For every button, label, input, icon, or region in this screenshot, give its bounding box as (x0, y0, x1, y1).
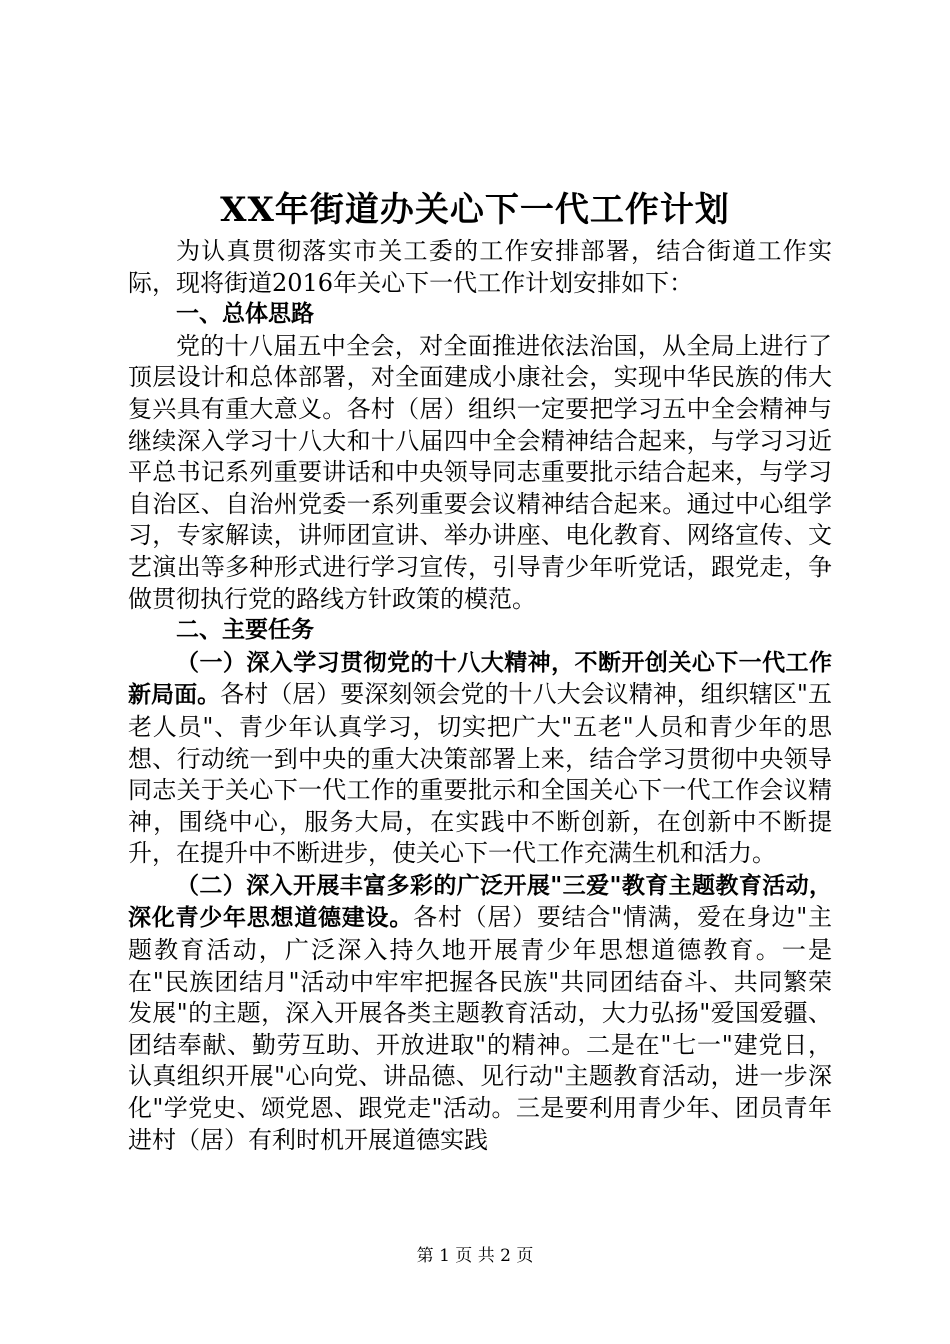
section-heading-overall: 一、总体思路 (176, 301, 314, 328)
section-heading-tasks: 二、主要任务 (176, 617, 314, 644)
document-body (128, 236, 832, 1156)
task-paragraph-2 (128, 870, 832, 1156)
task-paragraph-1 (128, 647, 832, 870)
task-body-1: 各村（居）要深刻领会党的十八大会议精神，组织辖区"五老人员"、青少年认真学习，切实把广大"五老"人员和青少年的思想、行动统一到中央的重大决策部署上来，结合学习贯彻中央领导同志关于关心下一代工作的重要批示和全国关心下一代工作会议精神，围绕中心，服务大局，在实践中不断创新，在创新中不断提升，在提升中不断进步，使关心下一代工作充满生机和活力。 (128, 680, 832, 868)
task-body-2: 各村（居）要结合"情满，爱在身边"主题教育活动，广泛深入持久地开展青少年思想道德教育。一是在"民族团结月"活动中牢牢把握各民族"共同团结奋斗、共同繁荣发展"的主题，深入开展各类主题教育活动，大力弘扬"爱国爱疆、团结奉献、勤劳互助、开放进取"的精神。二是在"七一"建党日，认真组织开展"心向党、讲品德、见行动"主题教育活动，进一步深化"学党史、颂党恩、跟党走"活动。三是要利用青少年、团员青年进村（居）有利时机开展道德实践 (128, 903, 833, 1154)
document-title: XX年街道办关心下一代工作计划 (220, 190, 730, 230)
intro-paragraph: 为认真贯彻落实市关工委的工作安排部署，结合街道工作实际，现将街道2016年关心下一代工作计划安排如下： (128, 237, 832, 297)
page-footer: 第 1 页 共 2 页 (416, 1246, 534, 1266)
task-lead-1: （一）深入学习贯彻党的十八大精神，不断开创关心下一代工作新局面。 (128, 649, 832, 709)
task-lead-2: （二）深入开展丰富多彩的广泛开展"三爱"教育主题教育活动，深化青少年思想道德建设。 (128, 872, 832, 932)
section-paragraph-overall: 党的十八届五中全会，对全面推进依法治国，从全局上进行了顶层设计和总体部署，对全面建成小康社会，实现中华民族的伟大复兴具有重大意义。各村（居）组织一定要把学习五中全会精神与继续深入学习十八大和十八届四中全会精神结合起来，与学习习近平总书记系列重要讲话和中央领导同志重要批示结合起来，与学习自治区、自治州党委一系列重要会议精神结合起来。通过中心组学习，专家解读，讲师团宣讲、举办讲座、电化教育、网络宣传、文艺演出等多种形式进行学习宣传，引导青少年听党话，跟党走，争做贯彻执行党的路线方针政策的模范。 (128, 331, 832, 613)
